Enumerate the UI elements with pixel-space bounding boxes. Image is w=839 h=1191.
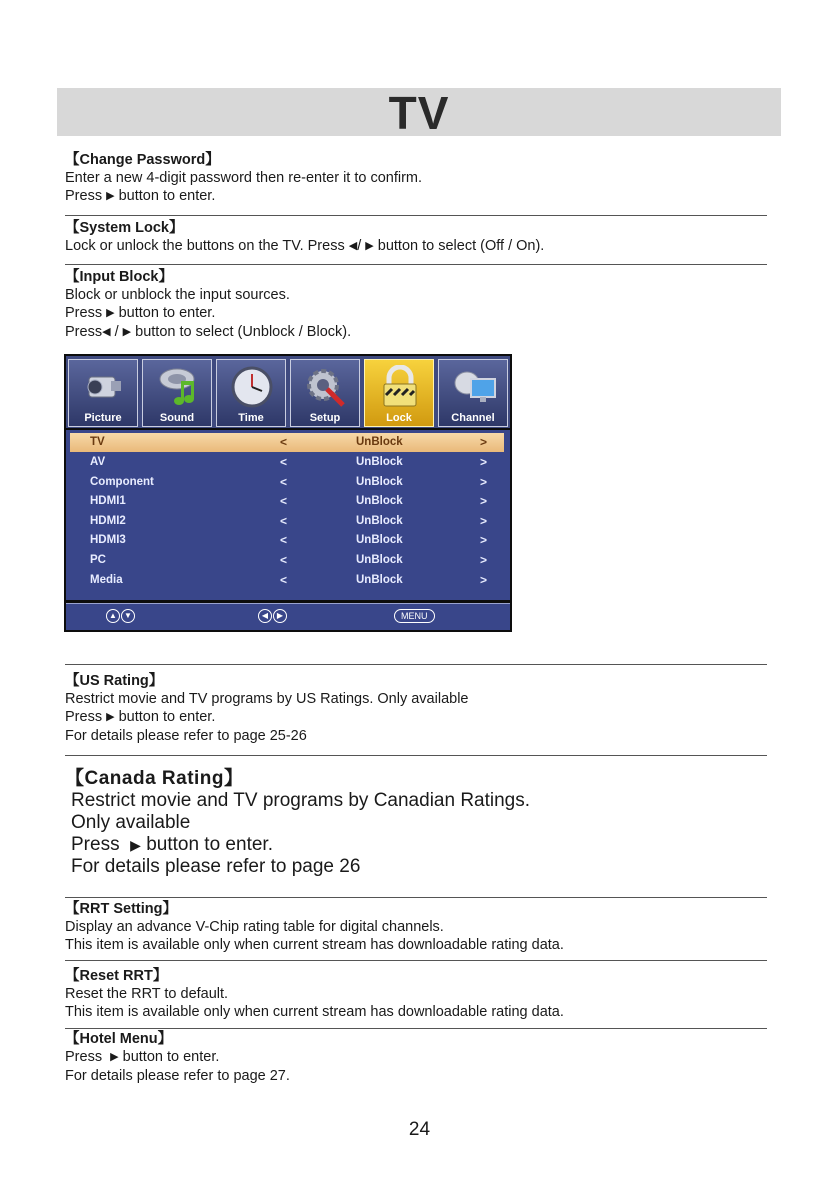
left-chevron-icon[interactable]: < [280,573,288,587]
up-down-hint [106,609,136,623]
text-line: This item is available only when current stream has downloadable rating data. [65,1004,564,1020]
tab-label: Sound [159,412,195,424]
tab-picture[interactable] [68,359,138,427]
tab-time[interactable] [216,359,286,427]
list-item-media[interactable]: Media < UnBlock > [90,573,488,587]
tab-sound[interactable] [142,359,212,427]
section-us-rating [65,672,767,745]
tab-setup[interactable] [290,359,360,427]
heading: 【US Rating】 [65,673,164,689]
text-line: Press ▶ button to enter. [71,834,273,855]
divider [65,755,767,756]
list-item-hdmi1[interactable]: HDMI1 < UnBlock > [90,494,488,508]
list-item-pc[interactable]: PC < UnBlock > [90,553,488,567]
text-line: For details please refer to page 26 [71,856,361,877]
up-arrow-icon: ▲ [106,609,120,623]
text-line: Reset the RRT to default. [65,986,229,1002]
divider [65,664,767,665]
text-line: Block or unblock the input sources. [65,287,290,303]
left-chevron-icon[interactable]: < [280,475,288,489]
right-arrow-icon: ▶ [365,240,374,252]
heading: 【Input Block】 [65,269,173,285]
right-arrow-icon: ▶ [122,326,132,338]
input-block-list [66,430,510,600]
tab-label: Channel [451,412,495,424]
text-line: Only available [71,812,191,833]
right-chevron-icon[interactable]: > [480,455,488,469]
left-right-hint [258,609,288,623]
left-arrow-icon: ◀ [348,240,358,252]
camcorder-icon [81,365,127,409]
page-title: TV [388,87,450,139]
menu-hint [394,609,435,623]
page-number: 24 [408,1119,431,1140]
section-reset-rrt [65,967,767,1021]
right-arrow-icon: ▶ [106,711,115,723]
text-line: This item is available only when current stream has downloadable rating data. [65,937,564,953]
right-arrow-icon: ▶ [110,1051,119,1063]
right-arrow-icon: ▶ [106,307,115,319]
heading: 【RRT Setting】 [65,901,177,917]
right-chevron-icon[interactable]: > [480,553,488,567]
left-chevron-icon[interactable]: < [280,494,288,508]
divider [65,215,767,216]
clock-icon [229,365,275,409]
section-change-password [65,151,767,206]
text-line: For details please refer to page 25-26 [65,728,307,744]
divider [65,264,767,265]
divider [65,1028,767,1029]
right-chevron-icon[interactable]: > [480,435,488,449]
left-chevron-icon[interactable]: < [280,435,288,449]
text-line: Display an advance V-Chip rating table for digital channels. [65,919,444,935]
list-item-component[interactable]: Component < UnBlock > [90,475,488,489]
tab-label: Lock [386,412,412,424]
heading: 【Canada Rating】 [65,768,244,789]
section-rrt-setting [65,900,767,954]
tab-label: Time [238,412,264,424]
heading: 【Reset RRT】 [65,968,168,984]
gear-wrench-icon [303,365,349,409]
text-line: Press ▶ button to enter. [65,188,216,204]
tab-label: Picture [84,412,122,424]
heading: 【System Lock】 [65,220,184,236]
tab-label: Setup [309,412,341,424]
list-item-tv[interactable]: TV < UnBlock > [70,433,504,452]
text-line: Press ▶ button to enter. [65,305,216,321]
left-chevron-icon[interactable]: < [280,514,288,528]
music-note-icon [155,365,201,409]
right-chevron-icon[interactable]: > [480,475,488,489]
section-system-lock [65,219,767,256]
menu-footer [66,603,510,630]
text-line: Press ▶ button to enter. [65,1049,220,1065]
title-banner [57,87,781,139]
left-chevron-icon[interactable]: < [280,533,288,547]
right-arrow-icon: ▶ [130,837,141,853]
list-item-hdmi3[interactable]: HDMI3 < UnBlock > [90,533,488,547]
down-arrow-icon: ▼ [121,609,135,623]
divider [65,960,767,961]
left-arrow-icon: ◀ [102,326,111,338]
left-chevron-icon[interactable]: < [280,553,288,567]
text-line: Restrict movie and TV programs by Canadian Ratings. [71,790,531,811]
satellite-monitor-icon [451,365,497,409]
text-line: For details please refer to page 27. [65,1068,290,1084]
text-line: Press◀ / ▶ button to select (Unblock / Block). [65,324,352,340]
menu-tab-bar [66,356,510,428]
divider [65,897,767,898]
heading: 【Change Password】 [65,152,220,168]
section-canada-rating [65,768,767,878]
right-arrow-icon: ▶ [106,190,115,202]
text-line: Lock or unlock the buttons on the TV. Press ◀/ ▶ button to select (Off / On). [65,238,545,254]
heading: 【Hotel Menu】 [65,1031,173,1047]
left-arrow-icon: ◀ [258,609,272,623]
right-chevron-icon[interactable]: > [480,514,488,528]
right-chevron-icon[interactable]: > [480,494,488,508]
list-item-hdmi2[interactable]: HDMI2 < UnBlock > [90,514,488,528]
menu-button: MENU [394,609,435,623]
padlock-icon [377,365,423,409]
tab-lock[interactable] [364,359,434,427]
right-arrow-icon: ▶ [273,609,287,623]
right-chevron-icon[interactable]: > [480,573,488,587]
section-input-block [65,268,767,342]
left-chevron-icon[interactable]: < [280,455,288,469]
right-chevron-icon[interactable]: > [480,533,488,547]
tv-menu-screenshot [64,354,512,632]
list-item-av[interactable]: AV < UnBlock > [90,455,488,469]
text-line: Restrict movie and TV programs by US Ratings. Only available [65,691,469,707]
tab-channel[interactable] [438,359,508,427]
text-line: Enter a new 4-digit password then re-enter it to confirm. [65,170,423,186]
text-line: Press ▶ button to enter. [65,709,216,725]
section-hotel-menu [65,1030,767,1085]
